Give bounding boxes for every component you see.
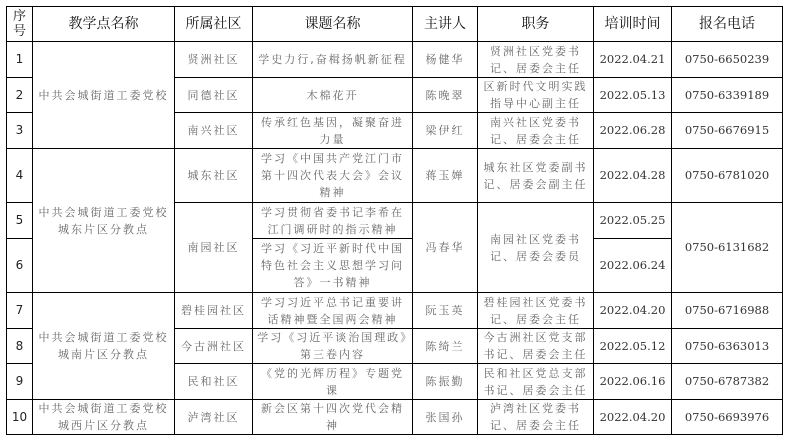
table-row xyxy=(7,293,783,329)
speaker: 陈振勤 xyxy=(413,364,478,400)
speaker: 杨健华 xyxy=(413,42,478,78)
speaker: 陈晚翠 xyxy=(413,78,478,113)
phone: 0750-6676915 xyxy=(672,113,783,149)
header-topic: 课题名称 xyxy=(253,7,413,42)
row-no: 1 xyxy=(7,42,33,78)
community: 城东社区 xyxy=(175,149,253,203)
community: 贤洲社区 xyxy=(175,42,253,78)
training-schedule-table xyxy=(6,6,783,435)
header-speaker: 主讲人 xyxy=(413,7,478,42)
community: 碧桂园社区 xyxy=(175,293,253,329)
position: 贤洲社区党委书记、居委会主任 xyxy=(478,42,594,78)
community: 民和社区 xyxy=(175,364,253,400)
date: 2022.06.24 xyxy=(594,239,672,293)
position: 区新时代文明实践指导中心副主任 xyxy=(478,78,594,113)
row-no: 6 xyxy=(7,239,33,293)
topic: 传承红色基因，凝聚奋进力量 xyxy=(253,113,413,149)
phone: 0750-6716988 xyxy=(672,293,783,329)
position: 城东社区党委副书记、居委会副主任 xyxy=(478,149,594,203)
position: 今古洲社区党支部书记、居委会主任 xyxy=(478,329,594,364)
position: 碧桂园社区党委书记、居委会主任 xyxy=(478,293,594,329)
row-no: 8 xyxy=(7,329,33,364)
date: 2022.05.12 xyxy=(594,329,672,364)
row-no: 9 xyxy=(7,364,33,400)
date: 2022.05.25 xyxy=(594,203,672,239)
header-no: 序号 xyxy=(7,7,33,42)
topic: 学习《习近平谈治国理政》第三卷内容 xyxy=(253,329,413,364)
position: 南园社区党委书记、居委会委员 xyxy=(478,203,594,293)
row-no: 10 xyxy=(7,400,33,435)
header-phone: 报名电话 xyxy=(672,7,783,42)
table-row xyxy=(7,42,783,78)
header-date: 培训时间 xyxy=(594,7,672,42)
school-name: 中共会城街道工委党校城南片区分教点 xyxy=(33,293,175,400)
topic: 学习《中国共产党江门市第十四次代表大会》会议精神 xyxy=(253,149,413,203)
speaker: 冯春华 xyxy=(413,203,478,293)
speaker: 蒋玉婵 xyxy=(413,149,478,203)
topic: 新会区第十四次党代会精神 xyxy=(253,400,413,435)
school-name: 中共会城街道工委党校 xyxy=(33,42,175,149)
school-name: 中共会城街道工委党校城西片区分教点 xyxy=(33,400,175,435)
phone: 0750-6787382 xyxy=(672,364,783,400)
header-position: 职务 xyxy=(478,7,594,42)
topic: 木棉花开 xyxy=(253,78,413,113)
community: 南兴社区 xyxy=(175,113,253,149)
position: 泸湾社区党委书记、居委会主任 xyxy=(478,400,594,435)
row-no: 7 xyxy=(7,293,33,329)
topic: 学史力行,奋楫扬帆新征程 xyxy=(253,42,413,78)
row-no: 5 xyxy=(7,203,33,239)
community: 南园社区 xyxy=(175,203,253,293)
table-row xyxy=(7,149,783,203)
date: 2022.06.16 xyxy=(594,364,672,400)
community: 今古洲社区 xyxy=(175,329,253,364)
topic: 学习《习近平新时代中国特色社会主义思想学习问答》一书精神 xyxy=(253,239,413,293)
phone: 0750-6131682 xyxy=(672,203,783,293)
date: 2022.04.21 xyxy=(594,42,672,78)
speaker: 阮玉英 xyxy=(413,293,478,329)
position: 民和社区党总支部书记、居委会主任 xyxy=(478,364,594,400)
date: 2022.04.20 xyxy=(594,293,672,329)
date: 2022.04.20 xyxy=(594,400,672,435)
community: 泸湾社区 xyxy=(175,400,253,435)
speaker: 梁伊红 xyxy=(413,113,478,149)
row-no: 3 xyxy=(7,113,33,149)
table-row xyxy=(7,400,783,435)
row-no: 4 xyxy=(7,149,33,203)
speaker: 张国孙 xyxy=(413,400,478,435)
date: 2022.05.13 xyxy=(594,78,672,113)
phone: 0750-6650239 xyxy=(672,42,783,78)
date: 2022.04.28 xyxy=(594,149,672,203)
phone: 0750-6339189 xyxy=(672,78,783,113)
community: 同德社区 xyxy=(175,78,253,113)
position: 南兴社区党委书记、居委会主任 xyxy=(478,113,594,149)
speaker: 陈绮兰 xyxy=(413,329,478,364)
phone: 0750-6781020 xyxy=(672,149,783,203)
header-community: 所属社区 xyxy=(175,7,253,42)
topic: 《党的光辉历程》专题党课 xyxy=(253,364,413,400)
header-school: 教学点名称 xyxy=(33,7,175,42)
topic: 学习贯彻省委书记李希在江门调研时的指示精神 xyxy=(253,203,413,239)
topic: 学习习近平总书记重要讲话精神暨全国两会精神 xyxy=(253,293,413,329)
school-name: 中共会城街道工委党校城东片区分教点 xyxy=(33,149,175,293)
header-row xyxy=(7,7,783,42)
phone: 0750-6693976 xyxy=(672,400,783,435)
phone: 0750-6363013 xyxy=(672,329,783,364)
date: 2022.06.28 xyxy=(594,113,672,149)
row-no: 2 xyxy=(7,78,33,113)
